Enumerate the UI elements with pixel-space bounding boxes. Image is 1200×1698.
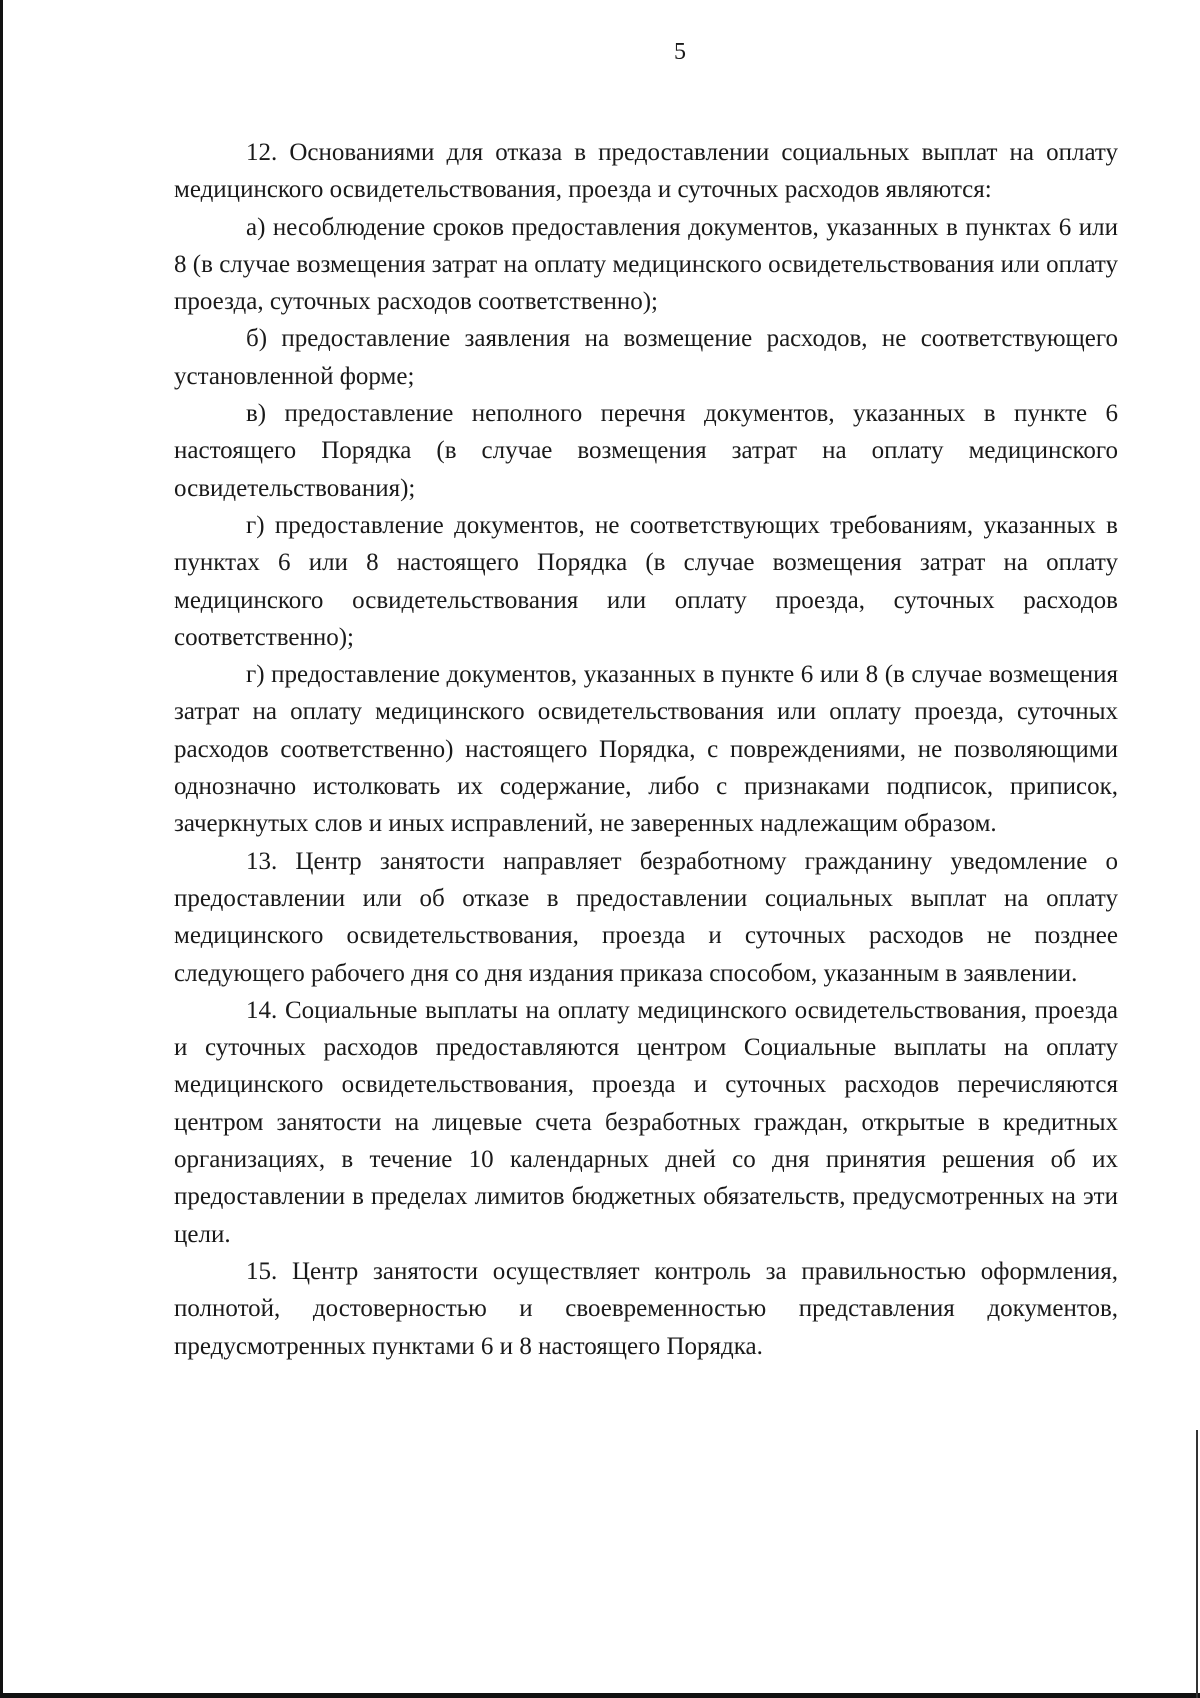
scan-edge-right: [1196, 1430, 1198, 1698]
page-number: 5: [674, 39, 686, 65]
paragraph-12-v: в) предоставление неполного перечня документов, указанных в пункте 6 настоящего Порядка (в случае возмещения затрат на оплату медицинского освидетельствования);: [174, 400, 1118, 502]
paragraph-12: 12. Основаниями для отказа в предоставлении социальных выплат на оплату медицинского освидетельствования, проезда и суточных расходов являются:: [174, 139, 1118, 204]
scan-edge-left: [0, 0, 3, 1698]
document-body: [174, 134, 1118, 1365]
paragraph-12-b: б) предоставление заявления на возмещение расходов, не соответствующего установленной форме;: [174, 325, 1118, 390]
paragraph-12-a: а) несоблюдение сроков предоставления документов, указанных в пунктах 6 или 8 (в случае возмещения затрат на оплату медицинского освидетельствования или оплату проезда, суточных расходов соответственно);: [174, 213, 1118, 316]
paragraph-12-g: г) предоставление документов, не соответствующих требованиям, указанных в пунктах 6 или 8 настоящего Порядка (в случае возмещения затрат на оплату медицинского освидетельствования или оплату проезда, суточных расходов соответственно);: [174, 511, 1118, 651]
paragraph-14: 14. Социальные выплаты на оплату медицинского освидетельствования, проезда и суточных расходов предоставляются центром Социальные выплаты на оплату медицинского освидетельствования, проезда и суточных расходов перечисляются центром занятости на лицевые счета безработных граждан, открытые в кредитных организациях, в течение 10 календарных дней со дня принятия решения об их предоставлении в пределах лимитов бюджетных обязательств, предусмотренных на эти цели.: [174, 996, 1118, 1248]
scan-edge-bottom: [0, 1693, 1200, 1698]
paragraph-12-g-second: г) предоставление документов, указанных в пункте 6 или 8 (в случае возмещения затрат на оплату медицинского освидетельствования или оплату проезда, суточных расходов соответственно) настоящего Порядка, с повреждениями, не позволяющими однозначно истолковать их содержание, либо с признаками подписок, приписок, зачеркнутых слов и иных исправлений, не заверенных надлежащим образом.: [174, 661, 1118, 838]
paragraph-15: 15. Центр занятости осуществляет контроль за правильностью оформления, полнотой, достоверностью и своевременностью представления документов, предусмотренных пунктами 6 и 8 настоящего Порядка.: [174, 1257, 1118, 1360]
paragraph-13: 13. Центр занятости направляет безработному гражданину уведомление о предоставлении или об отказе в предоставлении социальных выплат на оплату медицинского освидетельствования, проезда и суточных расходов не позднее следующего рабочего дня со дня издания приказа способом, указанным в заявлении.: [174, 847, 1118, 987]
